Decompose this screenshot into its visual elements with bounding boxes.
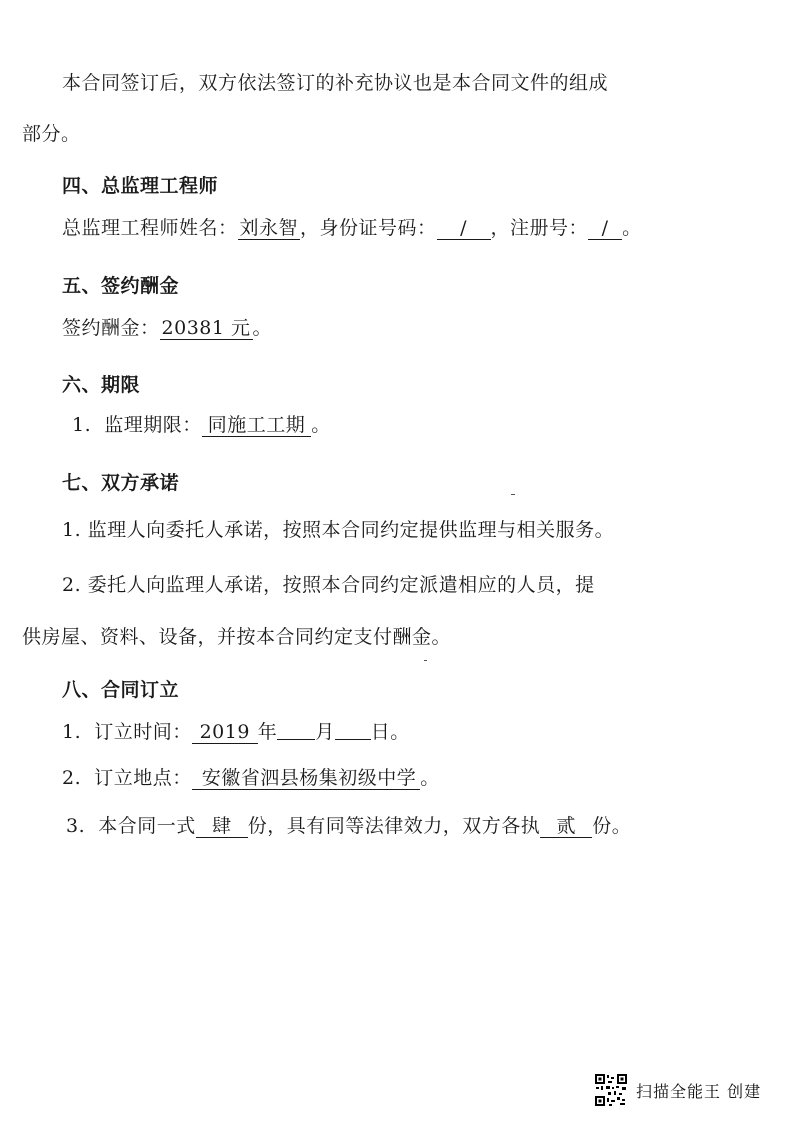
scan-speck — [424, 660, 427, 661]
signing-year-value: 2019 — [192, 721, 258, 744]
chief-engineer-line — [62, 215, 642, 241]
item-number: 1. — [72, 414, 92, 436]
field-label: 订立地点： — [94, 767, 192, 789]
punctuation: 。 — [252, 317, 273, 339]
scanner-watermark — [594, 1072, 761, 1108]
date-unit: 日。 — [370, 721, 410, 743]
scan-speck — [511, 494, 515, 495]
copies-line — [66, 813, 631, 839]
registration-number-value: / — [588, 217, 622, 240]
item-number: 1. — [62, 721, 82, 743]
section-heading-signing: 八、合同订立 — [62, 679, 180, 701]
commitment-item-2: 2. 委托人向监理人承诺，按照本合同约定派遣相应的人员，提 — [62, 574, 595, 596]
signing-place-value: 安徽省泗县杨集初级中学 — [192, 767, 421, 790]
field-label: 总监理工程师姓名： — [62, 217, 238, 239]
field-label: 订立时间： — [94, 721, 192, 743]
field-label: 签约酬金： — [62, 317, 160, 339]
section-heading-term: 六、期限 — [62, 374, 141, 396]
copies-each-value: 贰 — [540, 815, 592, 838]
text-span: 本合同一式 — [98, 815, 196, 837]
field-label: ，注册号： — [490, 217, 589, 239]
item-number: 3. — [66, 815, 86, 837]
punctuation: 。 — [622, 217, 642, 239]
paragraph-line: 部分。 — [22, 123, 81, 145]
punctuation: 。 — [311, 414, 331, 436]
term-line — [72, 412, 331, 438]
section-heading-chief-engineer: 四、总监理工程师 — [62, 175, 219, 197]
signing-month-blank — [277, 719, 315, 740]
fee-amount-value: 20381 元 — [161, 317, 251, 339]
item-number: 2. — [62, 767, 82, 789]
term-value: 同施工工期 — [202, 414, 312, 437]
section-heading-commitments: 七、双方承诺 — [62, 472, 180, 494]
text-span: 份。 — [592, 815, 632, 837]
commitment-item-1: 1. 监理人向委托人承诺，按照本合同约定提供监理与相关服务。 — [62, 519, 615, 541]
paragraph-line: 本合同签订后，双方依法签订的补充协议也是本合同文件的组成 — [62, 72, 609, 94]
signing-place-line — [62, 765, 440, 791]
watermark-text: 扫描全能王 创建 — [636, 1081, 762, 1101]
punctuation: 。 — [420, 767, 440, 789]
qr-code-icon — [594, 1073, 628, 1107]
id-number-value: / — [437, 217, 491, 240]
date-unit: 年 — [257, 721, 278, 743]
field-label: 监理期限： — [104, 414, 202, 436]
section-heading-fee: 五、签约酬金 — [62, 275, 180, 297]
signing-date-line — [62, 719, 410, 745]
text-span: 份，具有同等法律效力，双方各执 — [247, 815, 541, 837]
field-label: ，身份证号码： — [300, 217, 437, 239]
fee-line — [62, 315, 272, 341]
engineer-name-value: 刘永智 — [239, 217, 299, 239]
signing-day-blank — [335, 719, 371, 740]
commitment-item-2-cont: 供房屋、资料、设备，并按本合同约定支付酬金。 — [22, 626, 452, 648]
date-unit: 月 — [315, 721, 335, 743]
copies-total-value: 肆 — [196, 815, 248, 838]
